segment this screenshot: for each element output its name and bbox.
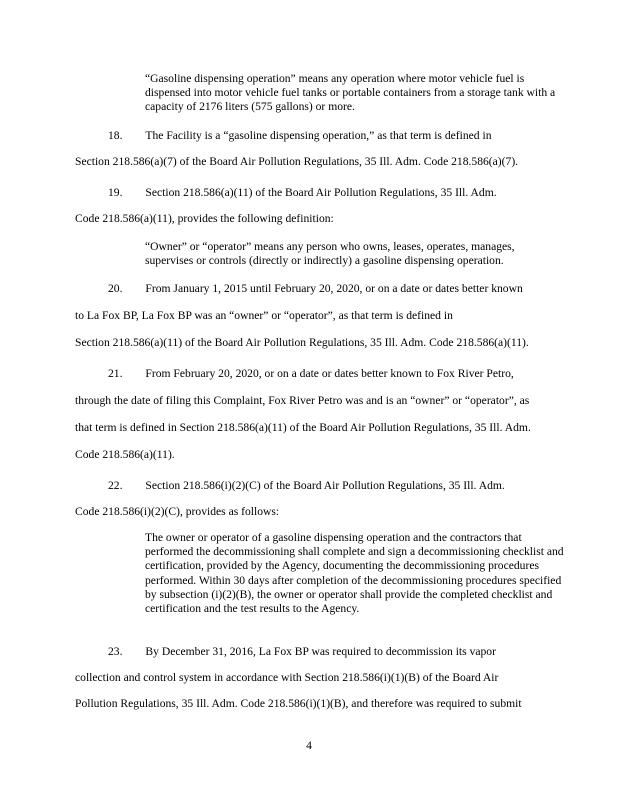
para-line: Code 218.586(a)(11), provides the following definition:: [75, 212, 334, 225]
para-line: Section 218.586(a)(11) of the Board Air Pollution Regulations, 35 Ill. Adm.: [145, 186, 497, 199]
para-line: Section 218.586(a)(7) of the Board Air Pollution Regulations, 35 Ill. Adm. Code 218.586(a)(7).: [75, 155, 519, 168]
para-number: 19.: [108, 186, 123, 199]
paragraph-number-21: [108, 367, 578, 381]
definition-quote-gasoline-dispensing: “Gasoline dispensing operation” means any operation where motor vehicle fuel is dispensed into motor vehicle fuel tanks or portable containers from a storage tank with a capacity of 2176 liters (575 gallons) or more.: [145, 72, 556, 114]
para-number: 18.: [108, 129, 123, 142]
paragraph-number-23: [108, 645, 578, 659]
para-line: Section 218.586(a)(11) of the Board Air Pollution Regulations, 35 Ill. Adm. Code 218.586(a)(11).: [75, 336, 529, 349]
para-number: 23.: [108, 645, 123, 658]
para-line: By December 31, 2016, La Fox BP was required to decommission its vapor: [145, 645, 496, 658]
regulation-quote-decommissioning: The owner or operator of a gasoline dispensing operation and the contractors that performed the decommissioning shall complete and sign a decommissioning checklist and certification, provided by the Agency, documenting the decommissioning procedures performed. Within 30 days after completion of the decommissioning procedures specified by subsection (i)(2)(B), the owner or operator shall provide the completed checklist and certification and the test results to the Agency.: [145, 531, 564, 616]
paragraph-number-20: [108, 282, 578, 296]
para-number: 21.: [108, 367, 123, 380]
para-line: From February 20, 2020, or on a date or dates better known to Fox River Petro,: [145, 367, 514, 380]
para-line: through the date of filing this Complaint, Fox River Petro was and is an “owner” or “operator”, as: [75, 394, 530, 407]
definition-quote-owner-operator: “Owner” or “operator” means any person who owns, leases, operates, manages, supervises or controls (directly or indirectly) a gasoline dispensing operation.: [145, 240, 515, 268]
paragraph-number-22: [108, 479, 578, 493]
paragraph-number-18: [108, 129, 578, 143]
para-line: that term is defined in Section 218.586(a)(11) of the Board Air Pollution Regulations, 35 Ill. Adm.: [75, 421, 531, 434]
para-line: Pollution Regulations, 35 Ill. Adm. Code 218.586(i)(1)(B), and therefore was required to submit: [75, 697, 522, 710]
paragraph-number-19: [108, 186, 578, 200]
para-line: to La Fox BP, La Fox BP was an “owner” or “operator”, as that term is defined in: [75, 309, 453, 322]
para-line: collection and control system in accordance with Section 218.586(i)(1)(B) of the Board Air: [75, 671, 499, 684]
para-line: Code 218.586(a)(11).: [75, 448, 175, 461]
para-line: Code 218.586(i)(2)(C), provides as follows:: [75, 505, 280, 518]
para-line: The Facility is a “gasoline dispensing operation,” as that term is defined in: [145, 129, 492, 142]
para-number: 22.: [108, 479, 123, 492]
para-number: 20.: [108, 282, 123, 295]
para-line: From January 1, 2015 until February 20, 2020, or on a date or dates better known: [145, 282, 523, 295]
para-line: Section 218.586(i)(2)(C) of the Board Air Pollution Regulations, 35 Ill. Adm.: [145, 479, 505, 492]
page-number: 4: [306, 739, 312, 752]
